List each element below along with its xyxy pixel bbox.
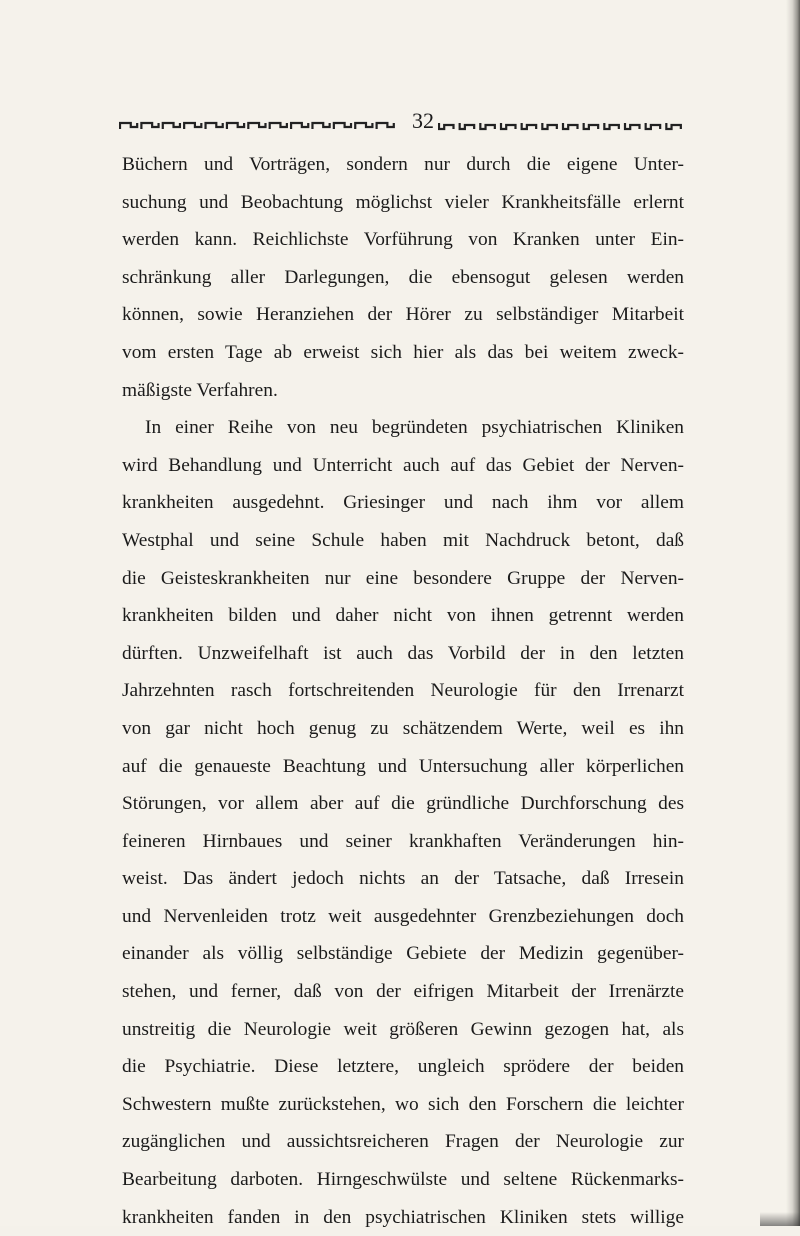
text-line: Bearbeitung darboten. Hirngeschwülste und seltene Rückenmarks- xyxy=(122,1169,684,1191)
ornament-link xyxy=(184,123,201,129)
page-number: 32 xyxy=(412,108,434,133)
ornament-link xyxy=(460,123,475,129)
ornament-link xyxy=(120,123,137,129)
text-line: Schwestern mußte zurückstehen, wo sich den Forschern die leichter xyxy=(122,1093,684,1115)
text-line: schränkung aller Darlegungen, die ebensogut gelesen werden xyxy=(122,266,684,288)
text-line: krankheiten ausgedehnt. Griesinger und nach ihm vor allem xyxy=(122,492,684,514)
text-line: stehen, und ferner, daß von der eifrigen Mitarbeit der Irrenärzte xyxy=(122,981,684,1003)
ornament-link xyxy=(646,123,661,129)
text-line: feineren Hirnbaues und seiner krankhaften Veränderungen hin- xyxy=(122,830,684,852)
running-header xyxy=(119,108,686,134)
ornament-link xyxy=(584,123,599,129)
ornament-link xyxy=(227,123,244,129)
text-line: die Psychiatrie. Diese letztere, ungleich sprödere der beiden xyxy=(122,1056,684,1078)
paragraph-first-line: In einer Reihe von neu begründeten psychiatrischen Kliniken xyxy=(145,417,684,439)
text-line: werden kann. Reichlichste Vorführung von Kranken unter Ein- xyxy=(122,229,684,251)
ornament-link xyxy=(522,123,537,129)
text-line: und Nervenleiden trotz weit ausgedehnter Grenzbeziehungen doch xyxy=(122,905,684,927)
ornament-link xyxy=(141,123,158,129)
ornament-link xyxy=(563,123,578,129)
text-line: Westphal und seine Schule haben mit Nachdruck betont, daß xyxy=(122,529,684,551)
ornament-link xyxy=(355,123,372,129)
text-line: zugänglichen und aussichtsreicheren Fragen der Neurologie zur xyxy=(122,1131,684,1153)
ornament-link xyxy=(334,123,351,129)
ornament-link xyxy=(248,123,265,129)
ornament-link xyxy=(270,123,287,129)
ornament-link xyxy=(542,123,557,129)
text-line: weist. Das ändert jedoch nichts an der Tatsache, daß Irresein xyxy=(122,868,684,890)
ornament-link xyxy=(163,123,180,129)
text-line: wird Behandlung und Unterricht auch auf das Gebiet der Nerven- xyxy=(122,454,684,476)
ornament-link xyxy=(439,123,454,129)
corner-shadow xyxy=(760,1212,800,1226)
text-line: die Geisteskrankheiten nur eine besondere Gruppe der Nerven- xyxy=(122,567,684,589)
left-header-ornament xyxy=(119,120,397,132)
text-line: krankheiten fanden in den psychiatrischen Kliniken stets willige xyxy=(122,1206,684,1228)
text-line: von gar nicht hoch genug zu schätzendem Werte, weil es ihn xyxy=(122,717,684,739)
ornament-link xyxy=(312,123,329,129)
right-header-ornament xyxy=(438,120,686,132)
text-line: suchung und Beobachtung möglichst vieler Krankheitsfälle erlernt xyxy=(122,191,684,213)
ornament-link xyxy=(625,123,640,129)
text-line: können, sowie Heranziehen der Hörer zu selbständiger Mitarbeit xyxy=(122,304,684,326)
text-line: Büchern und Vorträgen, sondern nur durch die eigene Unter- xyxy=(122,154,684,175)
page-edge-shadow xyxy=(786,0,800,1226)
text-line: Jahrzehnten rasch fortschreitenden Neurologie für den Irrenarzt xyxy=(122,680,684,702)
ornament-link xyxy=(377,123,394,129)
ornament-link xyxy=(666,123,681,129)
text-line: dürften. Unzweifelhaft ist auch das Vorbild der in den letzten xyxy=(122,642,684,664)
body-text xyxy=(122,146,684,1236)
ornament-link xyxy=(501,123,516,129)
text-line: vom ersten Tage ab erweist sich hier als das bei weitem zweck- xyxy=(122,341,684,363)
text-line: auf die genaueste Beachtung und Untersuchung aller körperlichen xyxy=(122,755,684,777)
text-line: mäßigste Verfahren. xyxy=(122,379,278,401)
ornament-link xyxy=(604,123,619,129)
ornament-link xyxy=(206,123,223,129)
text-line: unstreitig die Neurologie weit größeren Gewinn gezogen hat, als xyxy=(122,1018,684,1040)
ornament-link xyxy=(480,123,495,129)
text-line: krankheiten bilden und daher nicht von ihnen getrennt werden xyxy=(122,605,684,627)
text-line: einander als völlig selbständige Gebiete der Medizin gegenüber- xyxy=(122,943,684,965)
text-line: Störungen, vor allem aber auf die gründliche Durchforschung des xyxy=(122,793,684,815)
ornament-link xyxy=(291,123,308,129)
